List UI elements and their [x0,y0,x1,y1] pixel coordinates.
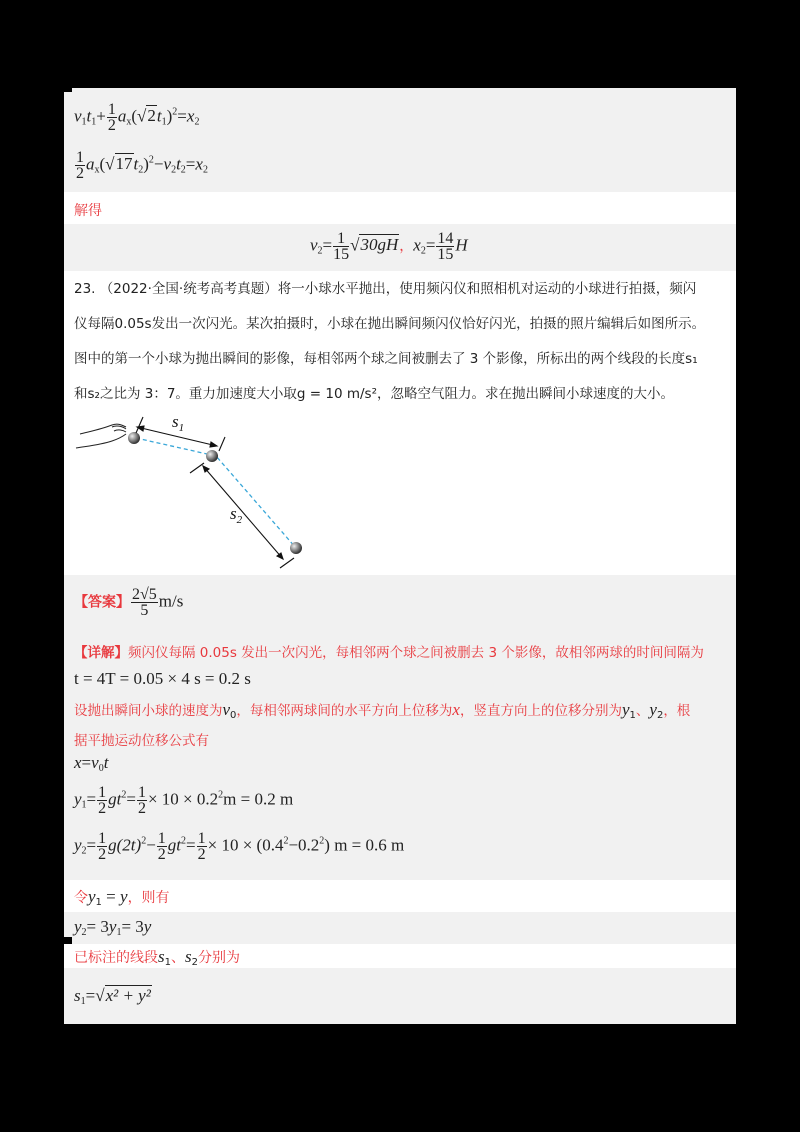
result-band [64,224,736,271]
question-line-3: 图中的第一个小球为抛出瞬间的影像，每相邻两个球之间被删去了 3 个影像，所标出的两个线段的长度s₁ [74,351,698,367]
page-corner-notch [64,88,72,92]
equation-s1: $s_1=√x^2 + y^2$ [74,986,151,1007]
question-number: 23. [74,281,96,297]
equation-x2-first: $v_1t_1+$ $\frac{1}{2}$ $a_x(√2t_1)^2=x_2$ [74,101,200,134]
ball-2 [206,450,218,462]
explanation-line-2: 设抛出瞬间小球的速度为$v_0$，每相邻两球间的水平方向上位移为x，竖直方向上的位移分别为$y_1$、$y_2$，根 [74,700,691,721]
equation-x: $x=v_0t$ [74,753,109,774]
ball-3 [290,542,302,554]
question-source: （2022·全国·统考高考真题） [99,281,278,297]
solve-label: 解得 [74,203,102,219]
solve-label-band [64,192,736,224]
segments-line: 已标注的线段$s_1$、$s_2$分别为 [74,947,240,968]
answer-label: 【答案】 [74,594,130,611]
answer-unit: m/s [158,591,184,611]
explanation-line-3: 据平抛运动位移公式有 [74,733,209,749]
explanation-line-1: 【详解】频闪仪每隔 0.05s 发出一次闪光，每相邻两个球之间被删去 3 个影像，故相邻两球的时间间隔为 [74,645,704,661]
question-line-4: 和s₂之比为 3：7。重力加速度大小取g = 10 m/s²，忽略空气阻力。求在抛出瞬间小球速度的大小。 [74,386,674,402]
question-line-2: 仪每隔0.05s发出一次闪光。某次拍摄时，小球在抛出瞬间频闪仪恰好闪光，拍摄的照片编辑后如图所示。 [74,316,706,332]
question-band [64,271,736,575]
page-edge-notch [64,937,72,944]
explanation-label: 【详解】 [74,645,128,661]
answer-line: 【答案】 $\frac{2√5}{5}$ m/s [74,586,184,619]
document-page [64,88,736,1024]
s1-band [64,968,736,1024]
question-line-1: 23. （2022·全国·统考高考真题）将一小球水平抛出，使用频闪仪和照相机对运动的小球进行拍摄，频闪 [74,281,697,297]
let-band [64,880,736,912]
result-equation: $v_2=$ $\frac{1}{15}$ √30gH，$x_2=$ $\frac{14}{15}$ H [310,230,468,263]
y2-band [64,912,736,944]
equation-y2-3y: $y_2= 3y_1= 3y$ [74,917,152,938]
projectile-figure [72,401,312,581]
answer-band [64,575,736,880]
let-line: 令$y_1 = y$，则有 [74,887,170,908]
segments-band [64,944,736,968]
prev-equations-band [64,88,736,192]
equation-x2-second: $\frac{1}{2}$ $a_x(√17t_2)^2-v_2t_2=x_2$ [76,149,208,182]
svg-text:s1: $s_1$ [172,412,185,434]
equation-y1: $y_1=$ $\frac{1}{2}$ $gt^2=$ $\frac{1}{2}$ × $10 \times 0.2^2m = 0.2$ m [74,784,294,817]
equation-y2: $y_2=$ $\frac{1}{2}$ $g(2t)^2-$ $\frac{1}{2}$ $gt^2=$ $\frac{1}{2}$ × $10 \times (0.4^2-0.2^2) m = 0.6$ m [74,830,405,863]
hand-icon [76,424,126,448]
equation-t: t = 4T = 0.05 × 4 s = 0.2 s [74,669,251,688]
svg-text:s2: $s_2$ [230,504,243,526]
ball-1 [128,432,140,444]
